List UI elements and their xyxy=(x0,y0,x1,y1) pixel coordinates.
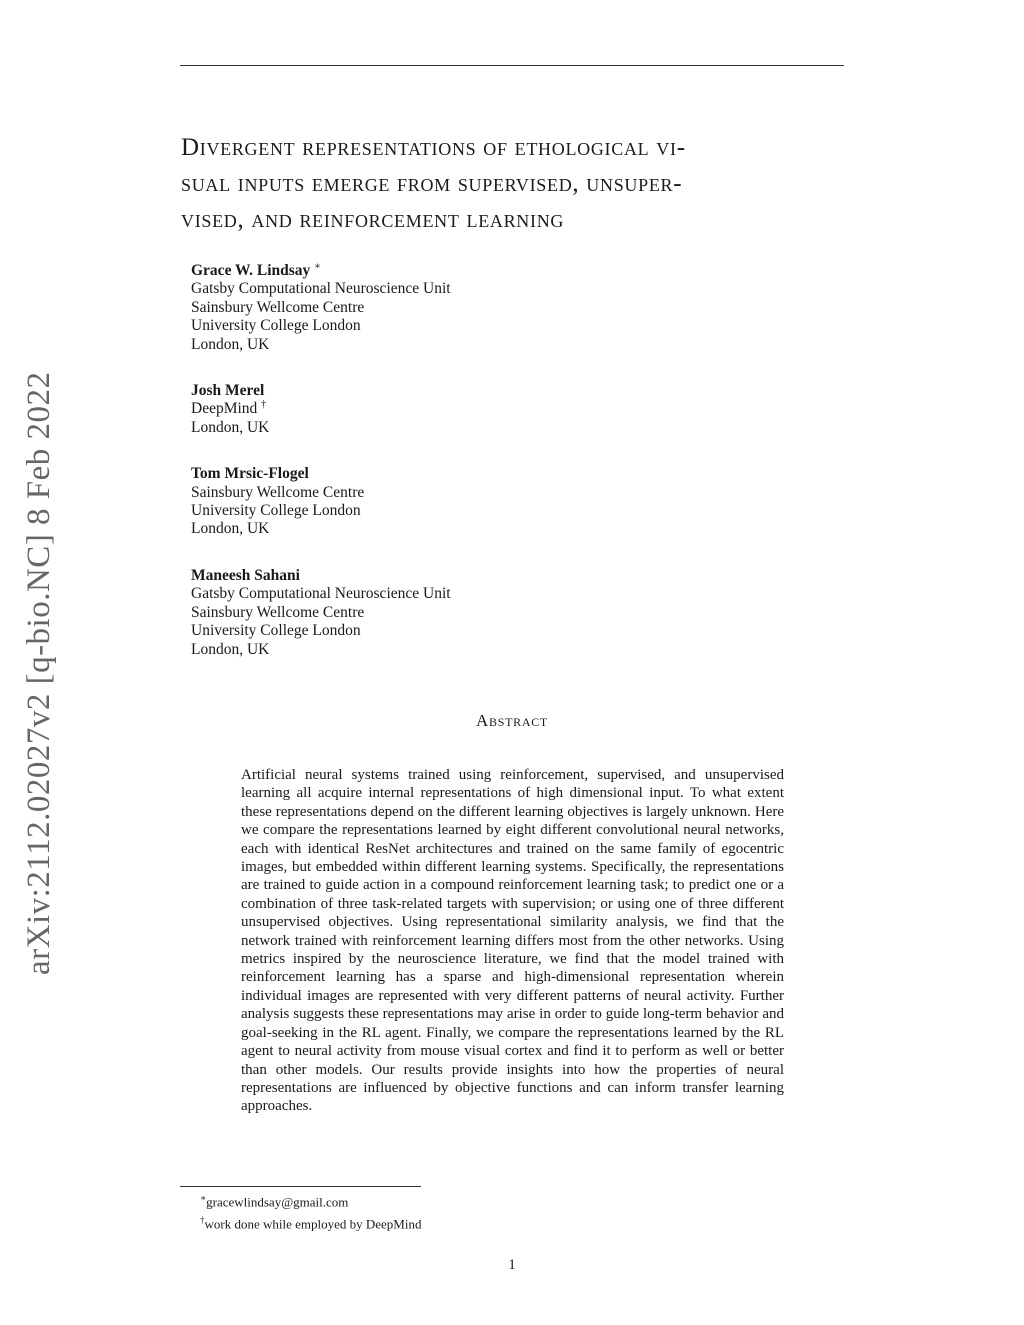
affiliation: London, UK xyxy=(191,335,270,353)
affiliation-org-name: DeepMind xyxy=(191,400,258,418)
paper-title xyxy=(181,130,851,238)
author-block xyxy=(191,465,691,539)
footnote-mark: ∗ xyxy=(200,1193,207,1203)
footnote xyxy=(200,1189,421,1211)
affiliation: Sainsbury Wellcome Centre xyxy=(191,483,365,501)
footnote-mark[interactable]: † xyxy=(261,399,267,411)
affiliation: Gatsby Computational Neuroscience Unit xyxy=(191,585,451,603)
footnote-text: work done while employed by DeepMind xyxy=(204,1216,422,1232)
author-block xyxy=(191,262,691,354)
footnote-mark: † xyxy=(200,1215,205,1226)
affiliation: London, UK xyxy=(191,520,270,538)
author-block xyxy=(191,567,691,659)
author-list xyxy=(191,262,691,687)
footnote-mark[interactable]: ∗ xyxy=(314,260,321,272)
title-line: vised, and reinforcement learning xyxy=(181,206,565,233)
title-line: Divergent representations of ethological vi- xyxy=(181,134,686,161)
affiliation-org xyxy=(191,400,691,418)
footnotes xyxy=(200,1189,421,1234)
arxiv-identifier[interactable]: arXiv:2112.02027v2 [q-bio.NC] 8 Feb 2022 xyxy=(21,371,57,975)
author-name: Maneesh Sahani xyxy=(191,566,300,584)
affiliation: Sainsbury Wellcome Centre xyxy=(191,603,365,621)
footnote-email[interactable]: gracewlindsay@gmail.com xyxy=(206,1194,349,1210)
author-name: Tom Mrsic-Flogel xyxy=(191,465,309,483)
footnote-rule xyxy=(180,1186,421,1187)
header-rule xyxy=(180,65,844,66)
abstract-heading: Abstract xyxy=(476,711,548,730)
author-name: Josh Merel xyxy=(191,382,265,400)
affiliation: University College London xyxy=(191,317,361,335)
abstract-text: Artificial neural systems trained using reinforcement, supervised, and unsupervised learning all acquire internal representations of high dimensional input. To what extent these representations depend on the different learning objectives is largely unknown. Here we compare the representations learned by eight different convolutional neural networks, each with identical ResNet architectures and trained on the same family of egocentric images, but embedded within different learning systems. Specifically, the representations are trained to guide action in a compound reinforcement learning task; to predict one or a combination of three task-related targets with supervision; or using one of three different unsupervised objectives. Using representational similarity analysis, we find that the network trained with reinforcement learning differs most from the other networks. Using metrics inspired by the neuroscience literature, we find that the model trained with reinforcement learning has a sparse and high-dimensional representation wherein individual images are represented with very different patterns of neural activity. Further analysis suggests these representations may arise in order to guide long-term behavior and goal-seeking in the RL agent. Finally, we compare the representations learned by the RL agent to neural activity from mouse visual cortex and find it to perform as well or better than other models. Our results provide insights into how the properties of neural representations are influenced by objective functions and can inform transfer learning approaches. xyxy=(241,767,784,1115)
affiliation: Gatsby Computational Neuroscience Unit xyxy=(191,280,451,298)
author-block xyxy=(191,382,691,437)
affiliation: University College London xyxy=(191,622,361,640)
affiliation: London, UK xyxy=(191,640,270,658)
affiliation: University College London xyxy=(191,502,361,520)
author-name: Grace W. Lindsay xyxy=(191,262,311,279)
title-line: sual inputs emerge from supervised, unsuper- xyxy=(181,170,683,197)
affiliation: Sainsbury Wellcome Centre xyxy=(191,298,365,316)
page-number: 1 xyxy=(508,1257,516,1273)
footnote xyxy=(200,1211,421,1233)
affiliation: London, UK xyxy=(191,418,270,436)
